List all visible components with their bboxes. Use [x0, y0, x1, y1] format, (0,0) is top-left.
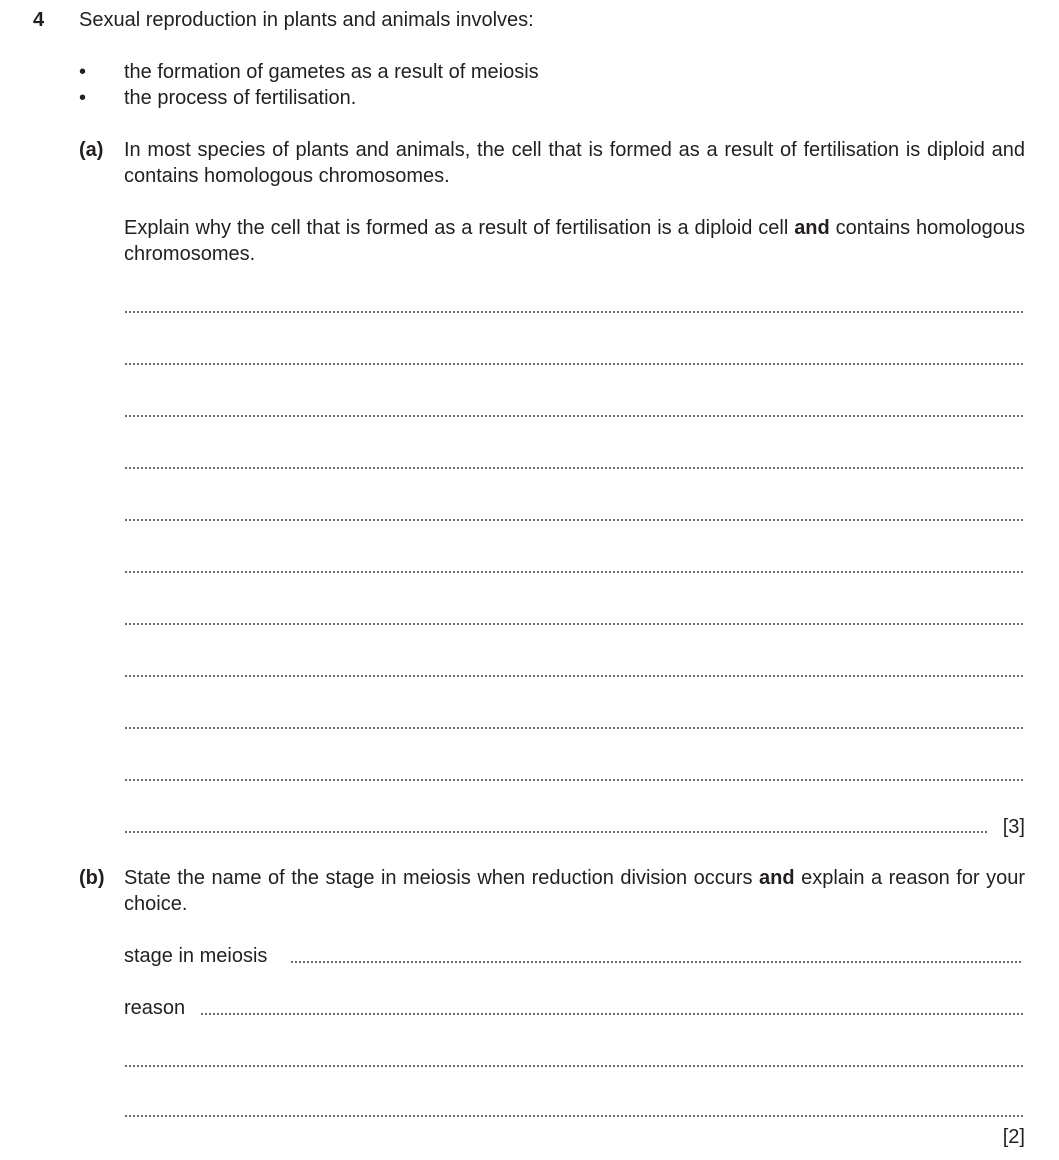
answer-line[interactable] [124, 415, 1023, 417]
stage-answer-line[interactable] [290, 961, 1023, 963]
question-number: 4 [33, 9, 45, 31]
part-b-label: (b) [79, 867, 105, 889]
prompt-emphasis: and [759, 867, 795, 889]
part-a-label: (a) [79, 139, 104, 161]
answer-line[interactable] [124, 1065, 1023, 1067]
part-a-intro: In most species of plants and animals, the cell that is formed as a result of fertilisation is diploid and contains homologous chromosomes. [124, 139, 1025, 187]
answer-line[interactable] [124, 571, 1023, 573]
answer-line[interactable] [124, 519, 1023, 521]
answer-line[interactable] [124, 363, 1023, 365]
question-stem: Sexual reproduction in plants and animals involves: [79, 9, 534, 31]
answer-line[interactable] [124, 467, 1023, 469]
bullet-marker: • [79, 87, 87, 109]
prompt-text: State the name of the stage in meiosis when reduction division occurs [124, 867, 760, 889]
answer-line[interactable] [124, 311, 1023, 313]
part-a-prompt [124, 215, 1025, 267]
prompt-text: contains homologous chromosomes. [124, 217, 1025, 265]
stage-label: stage in meiosis [124, 945, 268, 967]
answer-line[interactable] [124, 1115, 1023, 1117]
bullet-marker: • [79, 61, 87, 83]
answer-line[interactable] [124, 623, 1023, 625]
answer-line[interactable] [124, 779, 1023, 781]
bullet-item: the process of fertilisation. [124, 87, 357, 109]
reason-answer-line[interactable] [200, 1013, 1023, 1015]
answer-line[interactable] [124, 675, 1023, 677]
bullet-item: the formation of gametes as a result of meiosis [124, 61, 539, 83]
reason-label: reason [124, 997, 186, 1019]
marks-a: [3] [1002, 816, 1025, 838]
answer-line[interactable] [124, 727, 1023, 729]
prompt-text: explain a reason for your choice. [124, 867, 1026, 915]
marks-b: [2] [1002, 1126, 1025, 1148]
part-b-prompt [124, 865, 1025, 917]
answer-line[interactable] [124, 831, 987, 833]
prompt-text: Explain why the cell that is formed as a result of fertilisation is a diploid cell [124, 217, 795, 239]
prompt-emphasis: and [794, 217, 830, 239]
